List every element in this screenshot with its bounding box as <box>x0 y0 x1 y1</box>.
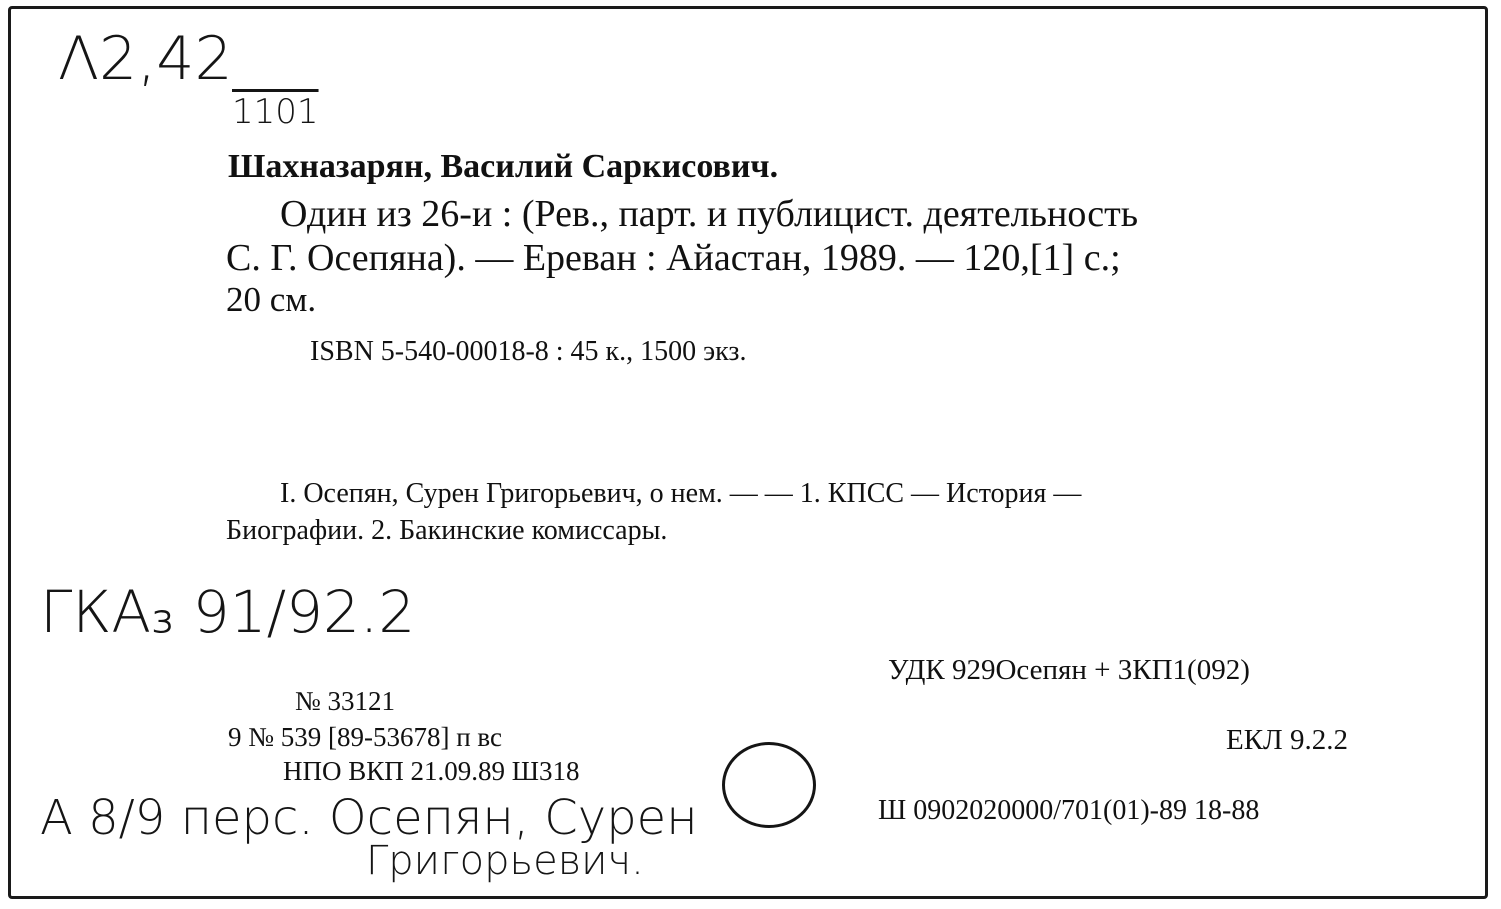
isbn-line: ISBN 5-540-00018-8 : 45 к., 1500 экз. <box>310 336 747 367</box>
circle-mark <box>722 742 816 828</box>
handwritten-note-line-2: Григорьевич. <box>366 838 644 884</box>
title-line-3: 20 см. <box>226 280 317 319</box>
record-number: № 33121 <box>295 686 396 716</box>
subjects-line-1: I. Осепян, Сурен Григорьевич, о нем. — — 1. КПСС — История — <box>280 478 1082 509</box>
handwritten-note-line-1: А 8/9 перс. Осепян, Сурен <box>40 790 698 846</box>
handwritten-classification: ГКА₃ 91/92.2 <box>40 578 416 646</box>
title-line-1: Один из 26-и : (Рев., парт. и публицист. деятельность <box>280 193 1139 235</box>
subjects-line-2: Биографии. 2. Бакинские комиссары. <box>226 515 668 546</box>
udk-code: УДК 929Осепян + 3КП1(092) <box>888 654 1250 686</box>
author-heading: Шахназарян, Василий Саркисович. <box>228 148 779 185</box>
handwritten-shelfmark-sub: 1101 <box>232 92 319 132</box>
ekl-code: ЕКЛ 9.2.2 <box>1226 724 1348 756</box>
npo-line: НПО ВКП 21.09.89 Ш318 <box>283 756 580 786</box>
title-line-2: С. Г. Осепяна). — Ереван : Айастан, 1989. — 120,[1] с.; <box>226 237 1121 279</box>
handwritten-shelfmark: Λ2,42 <box>58 24 233 94</box>
sh-code: Ш 0902020000/701(01)-89 18-88 <box>878 795 1260 826</box>
order-line: 9 № 539 [89-53678] п вс <box>228 722 503 752</box>
